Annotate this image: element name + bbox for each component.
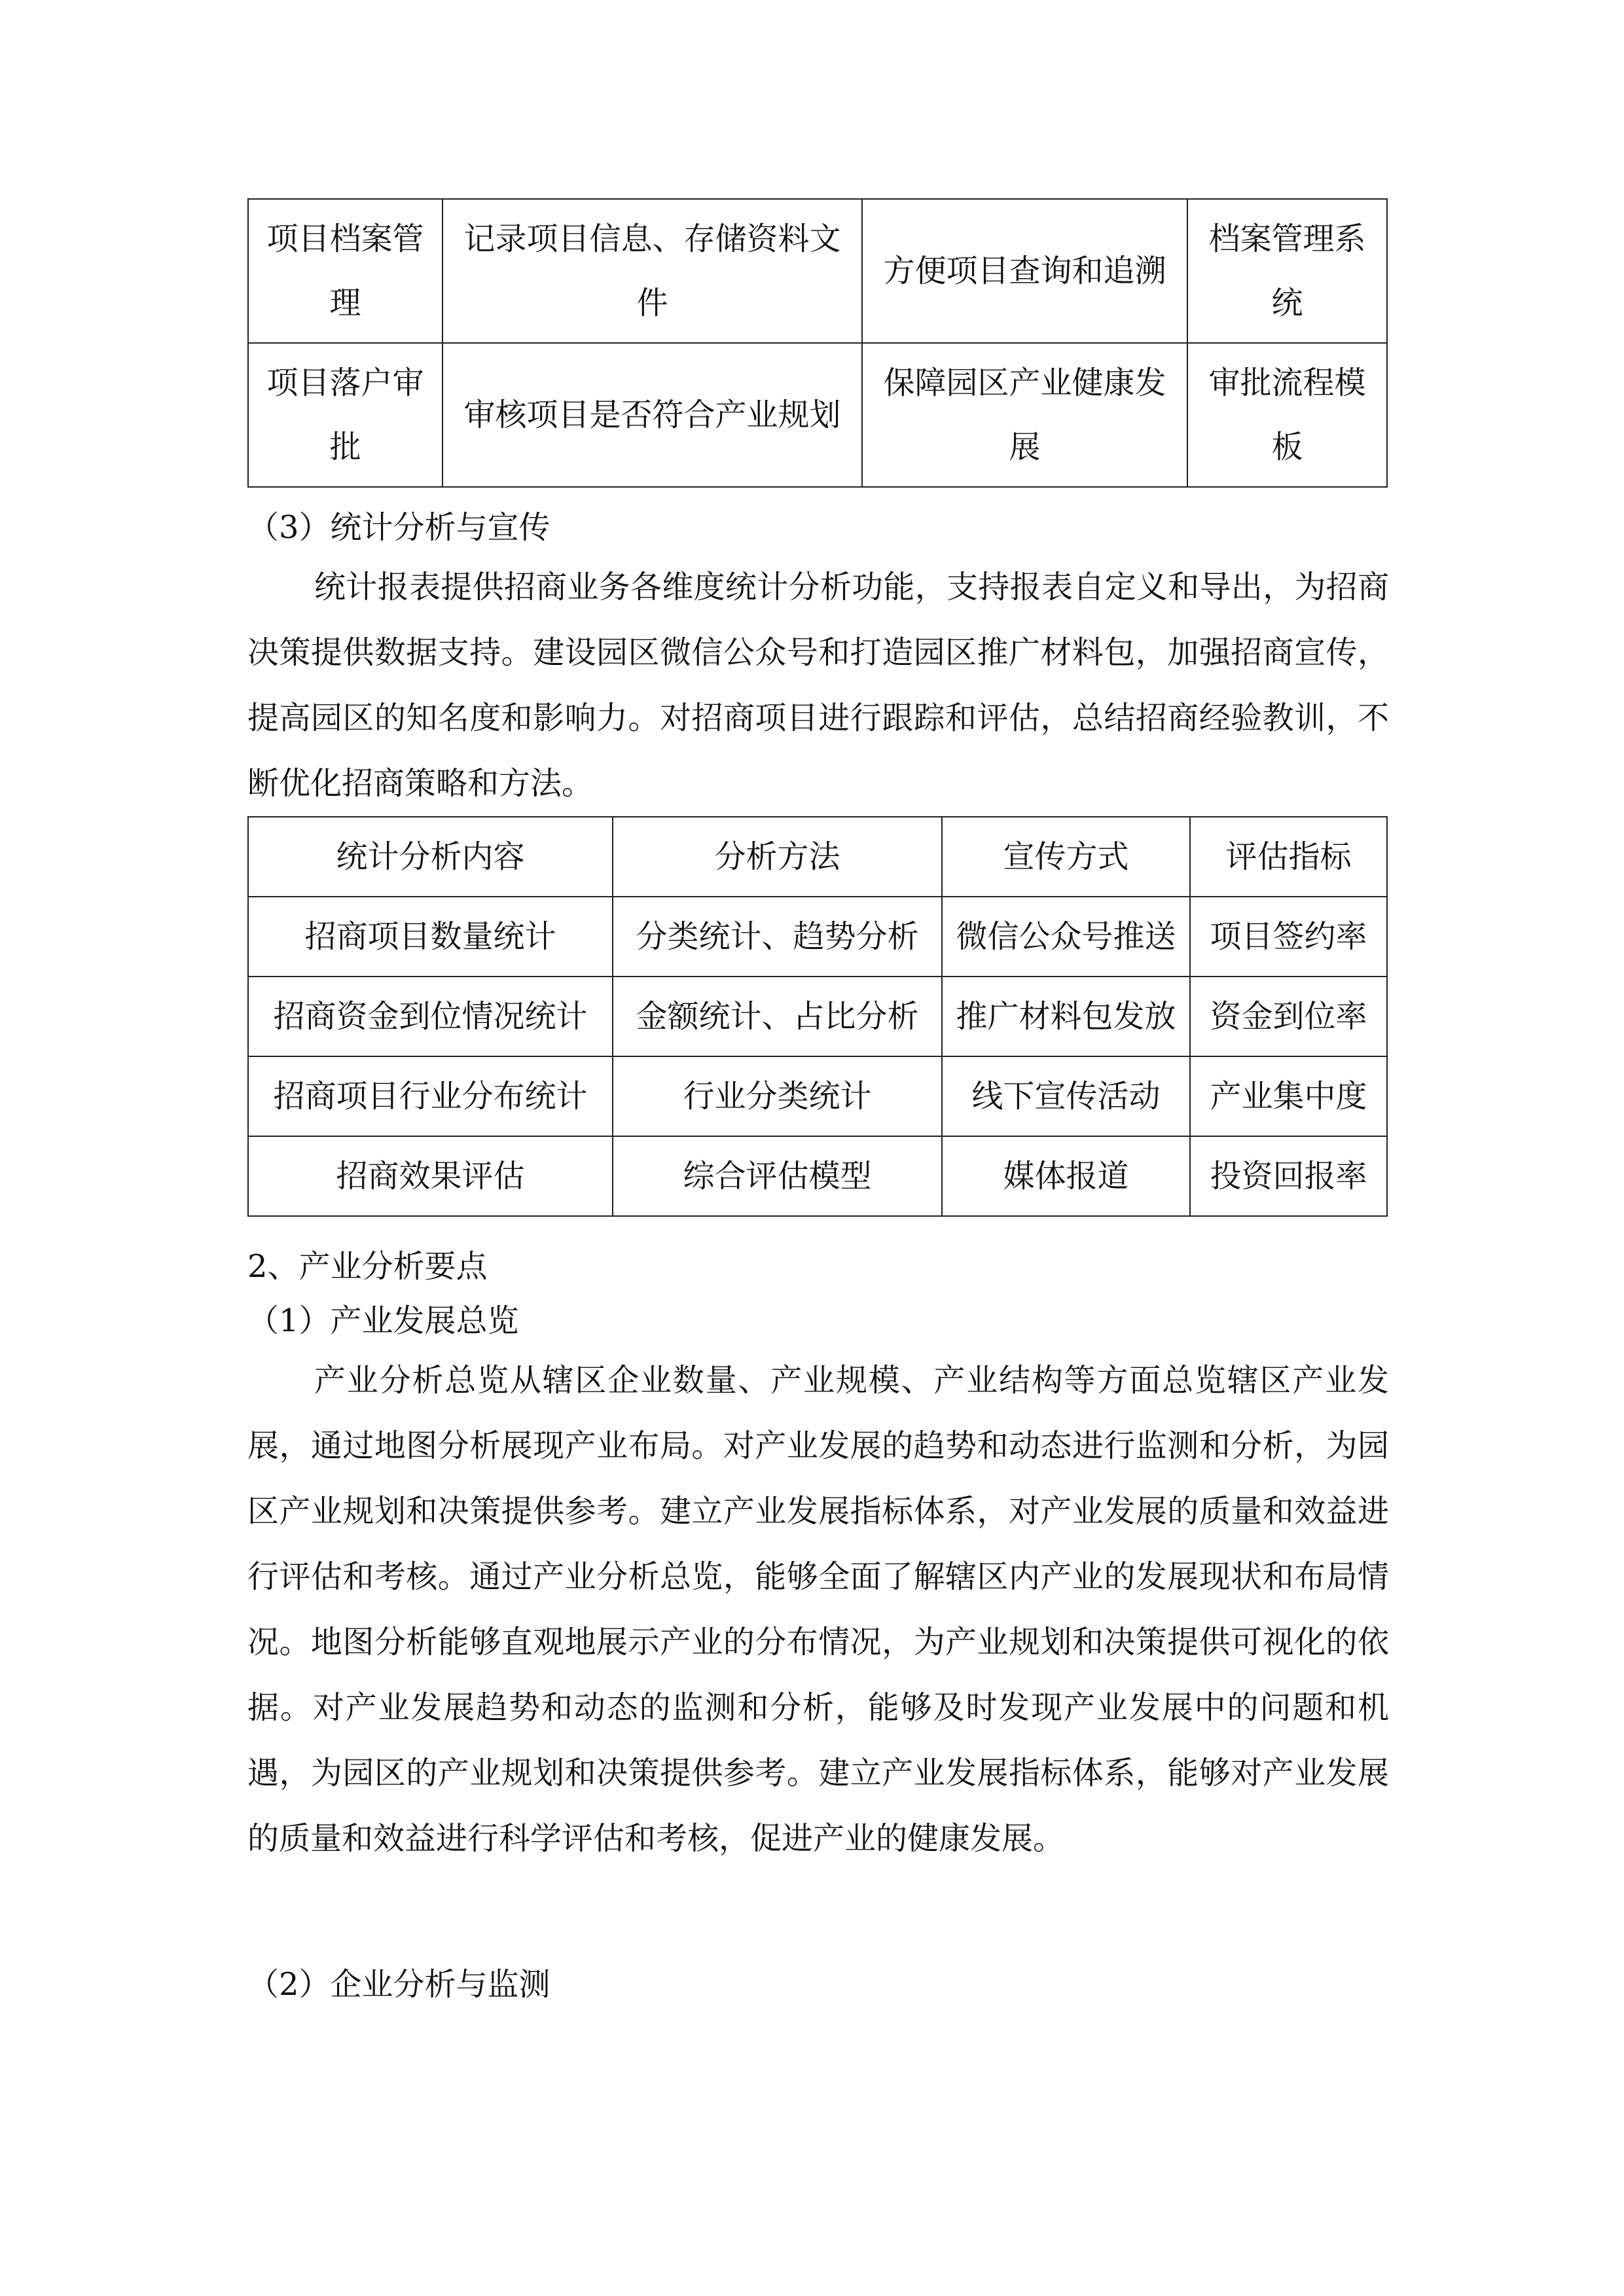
table-cell: 综合评估模型 — [613, 1136, 942, 1216]
table-cell: 金额统计、占比分析 — [613, 977, 942, 1056]
table-cell: 推广材料包发放 — [942, 977, 1190, 1056]
table-cell: 投资回报率 — [1190, 1136, 1387, 1216]
column-header: 统计分析内容 — [248, 817, 613, 897]
subsection-heading: （1）产业发展总览 — [247, 1302, 519, 1339]
table-cell: 行业分类统计 — [613, 1056, 942, 1136]
table-cell: 产业集中度 — [1190, 1056, 1387, 1136]
statistics-table — [247, 816, 1388, 1217]
table-row — [248, 977, 1387, 1056]
table-cell: 招商资金到位情况统计 — [248, 977, 613, 1056]
table-row — [248, 343, 1387, 487]
table-cell: 微信公众号推送 — [942, 897, 1190, 977]
table-cell: 记录项目信息、存储资料文件 — [442, 199, 862, 343]
section-heading: （3）统计分析与宣传 — [247, 509, 550, 546]
paragraph: 统计报表提供招商业务各维度统计分析功能，支持报表自定义和导出，为招商决策提供数据支持。建设园区微信公众号和打造园区推广材料包，加强招商宣传，提高园区的知名度和影响力。对招商项目进行跟踪和评估，总结招商经验教训，不断优化招商策略和方法。 — [247, 569, 1389, 802]
table-cell: 招商效果评估 — [248, 1136, 613, 1216]
table-row — [248, 897, 1387, 977]
project-management-table — [247, 198, 1388, 488]
section-heading: 2、产业分析要点 — [247, 1248, 488, 1285]
column-header: 宣传方式 — [942, 817, 1190, 897]
table-cell: 审核项目是否符合产业规划 — [442, 343, 862, 487]
table-cell: 分类统计、趋势分析 — [613, 897, 942, 977]
subsection-heading: （2）企业分析与监测 — [247, 1966, 550, 2003]
table-cell: 项目落户审批 — [248, 343, 442, 487]
table-row — [248, 1136, 1387, 1216]
table-cell: 媒体报道 — [942, 1136, 1190, 1216]
table-cell: 方便项目查询和追溯 — [862, 199, 1187, 343]
column-header: 评估指标 — [1190, 817, 1387, 897]
column-header: 分析方法 — [613, 817, 942, 897]
paragraph: 产业分析总览从辖区企业数量、产业规模、产业结构等方面总览辖区产业发展，通过地图分析展现产业布局。对产业发展的趋势和动态进行监测和分析，为园区产业规划和决策提供参考。建立产业发展指标体系，对产业发展的质量和效益进行评估和考核。通过产业分析总览，能够全面了解辖区内产业的发展现状和布局情况。地图分析能够直观地展示产业的分布情况，为产业规划和决策提供可视化的依据。对产业发展趋势和动态的监测和分析，能够及时发现产业发展中的问题和机遇，为园区的产业规划和决策提供参考。建立产业发展指标体系，能够对产业发展的质量和效益进行科学评估和考核，促进产业的健康发展。 — [247, 1362, 1389, 1857]
table-row — [248, 1056, 1387, 1136]
table-cell: 保障园区产业健康发展 — [862, 343, 1187, 487]
table-cell: 审批流程模板 — [1187, 343, 1387, 487]
table-header-row — [248, 817, 1387, 897]
table-cell: 招商项目行业分布统计 — [248, 1056, 613, 1136]
table-cell: 项目签约率 — [1190, 897, 1387, 977]
table-row — [248, 199, 1387, 343]
table-cell: 招商项目数量统计 — [248, 897, 613, 977]
table-cell: 线下宣传活动 — [942, 1056, 1190, 1136]
table-cell: 资金到位率 — [1190, 977, 1387, 1056]
table-cell: 项目档案管理 — [248, 199, 442, 343]
table-cell: 档案管理系统 — [1187, 199, 1387, 343]
